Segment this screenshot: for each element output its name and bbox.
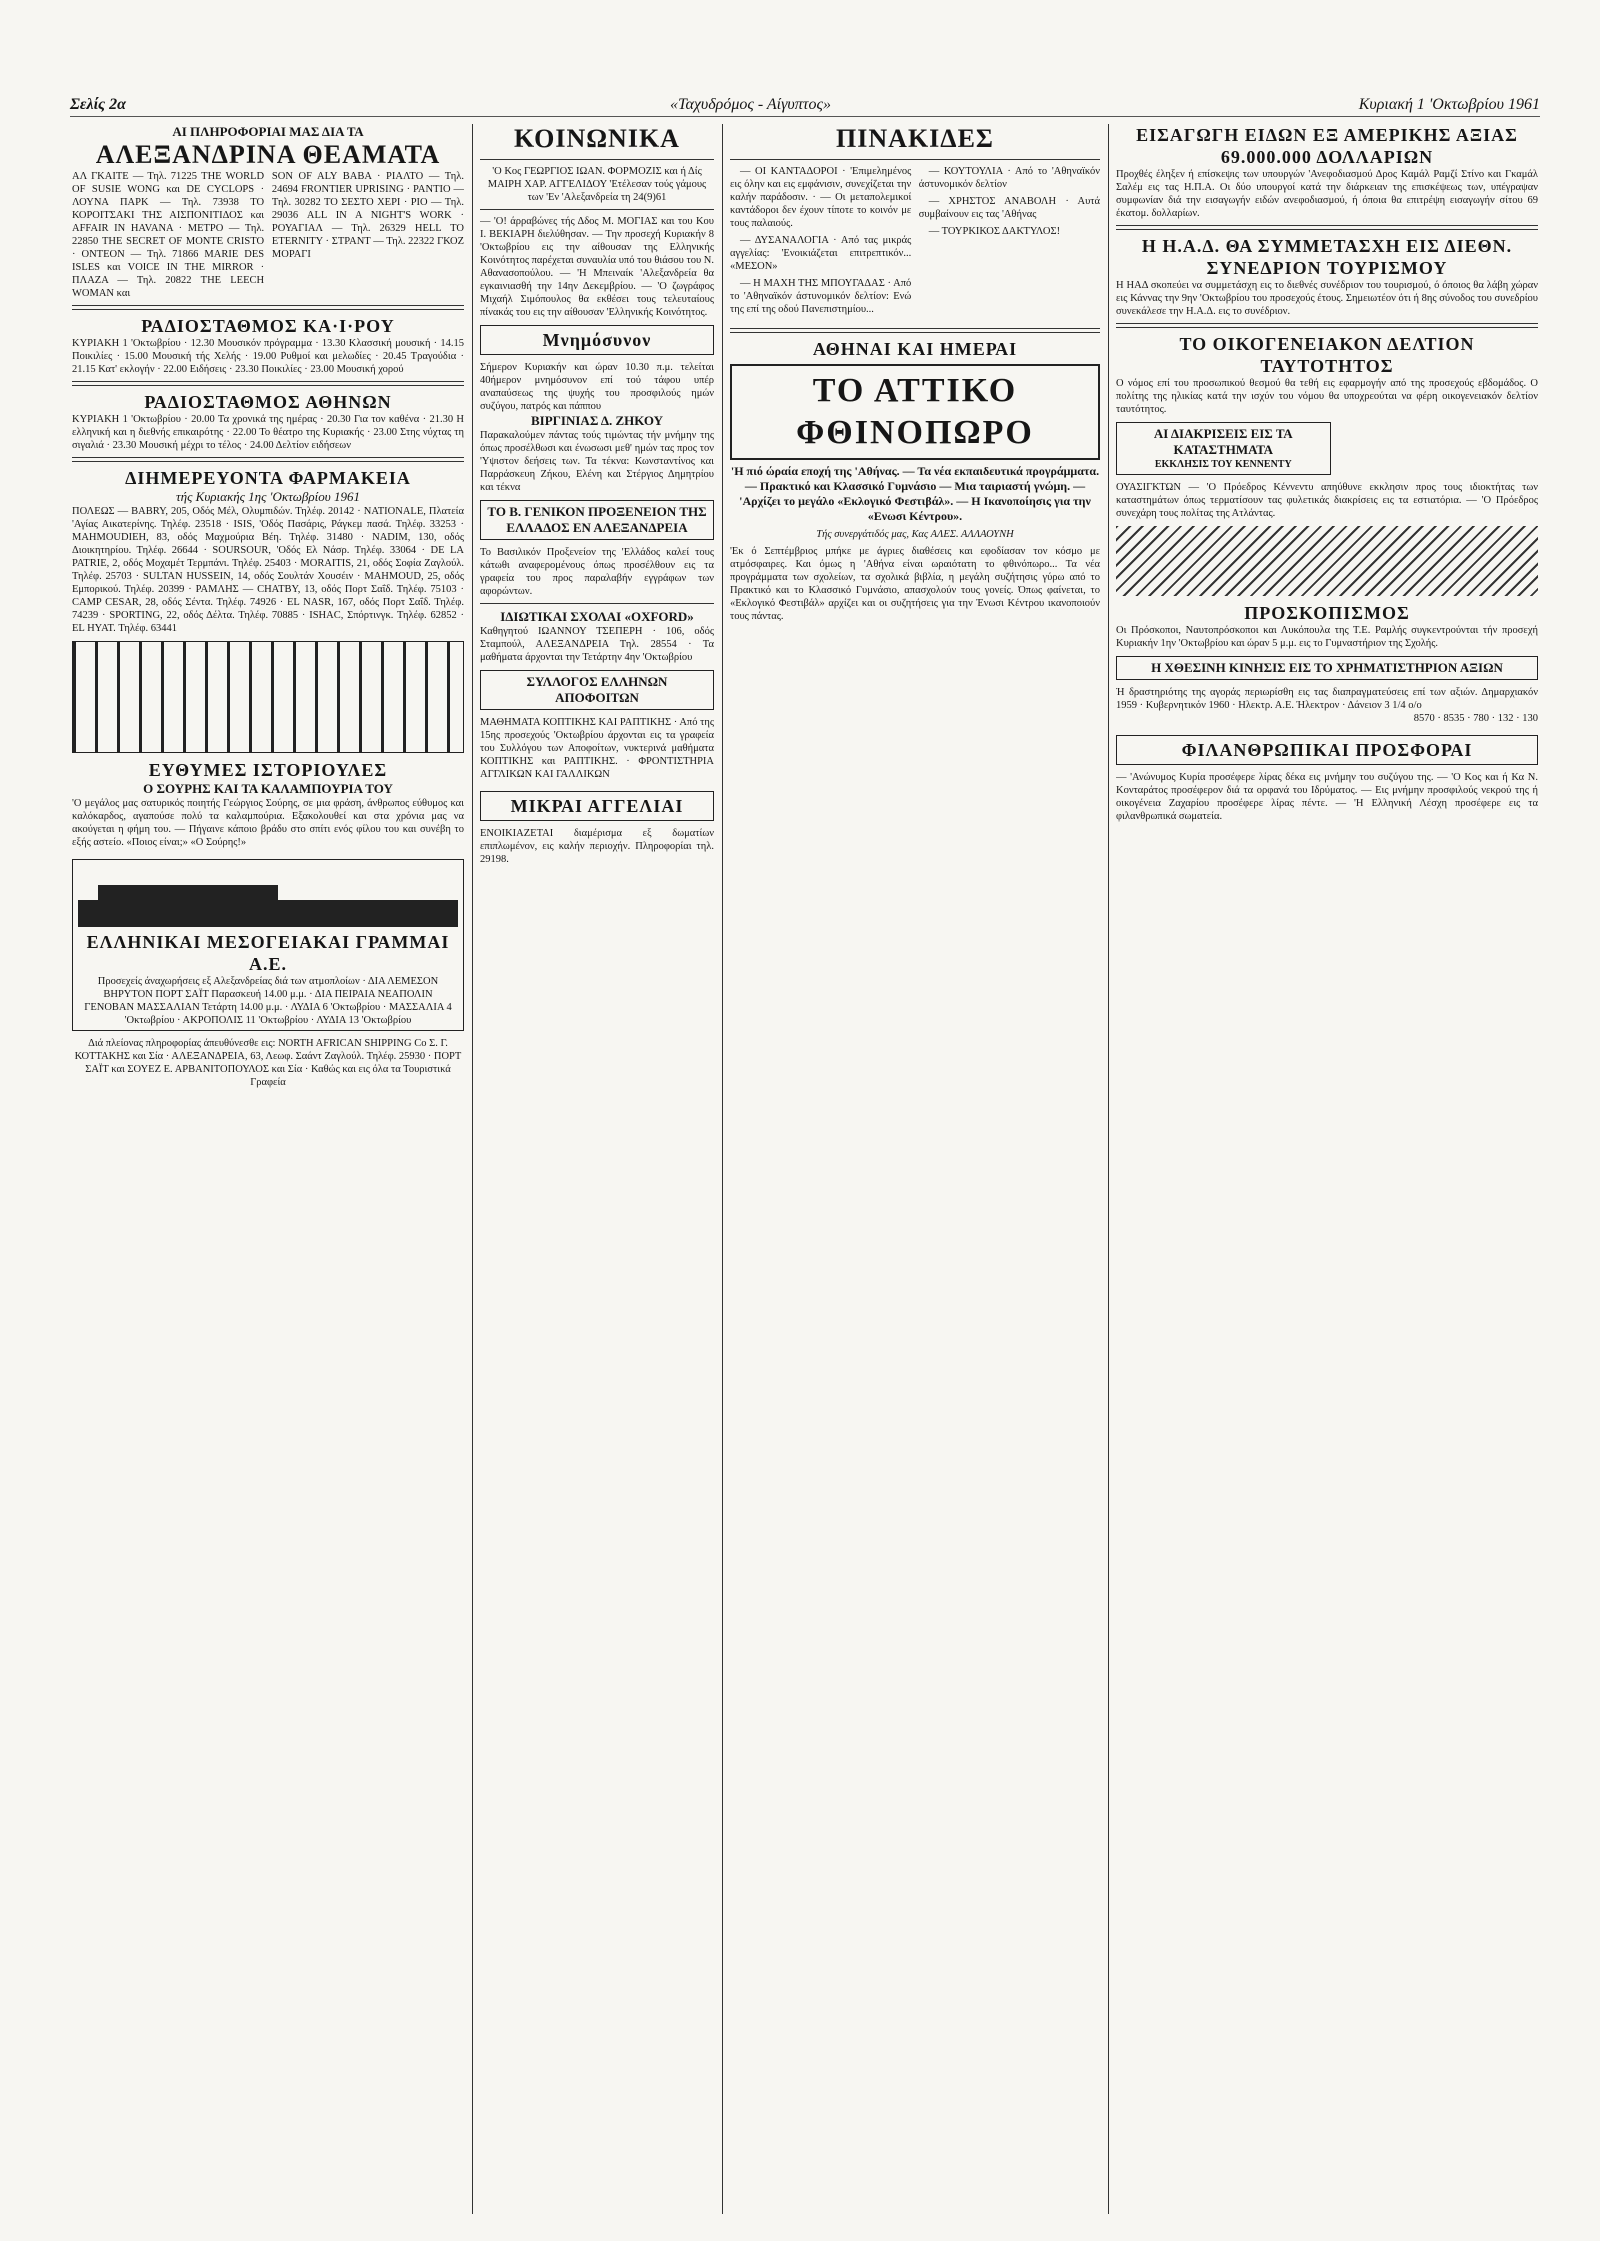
charity-title: ΦΙΛΑΝΘΡΩΠΙΚΑΙ ΠΡΟΣΦΟΡΑΙ — [1181, 740, 1473, 760]
radio-athens-schedule: ΚΥΡΙΑΚΗ 1 'Οκτωβρίου · 20.00 Τα χρονικά της ημέρας · 20.30 Για τον καθένα · 21.30 Η ελληνική και η διεθνής επικαιρότης · 22.00 Το θέατρο της Κυριακής · 23.00 Στης νύχτας τη σιγαλιά · 23.30 Μουσική μέχρι το τέλος · 24.00 Δελτίον ειδήσεων — [72, 414, 464, 451]
classifieds-text: ΕΝΟΙΚΙΑΖΕΤΑΙ διαμέρισμα εξ δωματίων επιπλωμένον, εις καλήν περιοχήν. Πληροφορίαι τηλ. 29198. — [480, 828, 714, 865]
feature-text: 'Εκ ό Σεπτέμβριος μπήκε με άγριες διαθέσεις και εφοδίασαν τον κόσμο με ατμόσφαιρες. Και όμως η 'Αθήνα είναι ωραιότατη το φθινόπωρο... Τα νέα προγράμματα των σχολείων, τα σχολικά βιβλία, η μεγάλη συζήτησις γύρω από το Πρακτικό και το Κλασσικό Γυμνάσιο, απασχολούν τους γονείς. Όπως φαίνεται, το «Εκλογικό Φεστιβάλ» αρχίζει και οι συζητήσεις για την Ένωσι Κέντρου ικανοποιούν τους πάντας. — [730, 546, 1100, 622]
paper-name: «Ταχυδρόμος - Αίγυπτος» — [670, 96, 832, 113]
memorial-title: Μνημόσυνον — [542, 330, 652, 350]
memorial-text: Σήμερον Κυριακήν και ώραν 10.30 π.μ. τελείται 40ήμερον μνημόσυνον επί τού τάφου υπέρ αναπαύσεως της ψυχής του προσφιλούς ημών συζύγου, πατρός και πάππου — [480, 362, 714, 412]
cartoon-heads-illustration — [72, 641, 464, 753]
feature-deck: 'Η πιό ώραία εποχή της 'Αθήνας. — Τα νέα εκπαιδευτικά προγράμματα. — Πρακτικό και Κλασσικό Γυμνάσιο — Μια ταιριαστή γνώμη. — 'Αρχίζει το μεγάλο «Εκλογικό Φεστιβάλ». — Η Ικανοποίησις για την «Ενωσι Κέντρου». — [730, 464, 1100, 523]
ship-illustration — [78, 867, 458, 927]
page-number: Σελίς 2α — [70, 96, 126, 113]
masthead — [70, 96, 1540, 117]
bourse-text: Ή δραστηριότης της αγοράς περιωρίσθη εις τας διαπραγματεύσεις επί των αξιών. Δημαρχιακόν 1959 · Κυβερνητικόν 1960 · Ηλεκτρ. Α.Ε. Ήλεκτρον · Δάνειον 3 1/4 ο/ο — [1116, 687, 1538, 711]
school-text: Καθηγητού ΙΩΑΝΝΟΥ ΤΣΕΠΕΡΗ · 106, οδός Σταμπούλ, ΑΛΕΞΑΝΔΡΕΙΑ Τηλ. 28554 · Τα μαθήματα άρχονται την Τετάρτην 4ην 'Οκτωβρίου — [480, 626, 714, 663]
discrimination-subtitle: ΕΚΚΛΗΣΙΣ ΤΟΥ ΚΕΝΝΕΝΤΥ — [1154, 459, 1292, 470]
id-card-text: Ο νόμος επί του προσωπικού θεσμού θα τεθή εις εφαρμογήν από της προσεχούς εβδομάδος. Ο πολίτης της ηλικίας κατά την ισχύν του νόμου θα υποχρεούται να φέρη οικογενειακόν δελτίον ταυτότητος. — [1116, 378, 1538, 415]
graduates-assoc-title: ΣΥΛΛΟΓΟΣ ΕΛΛΗΝΩΝ ΑΠΟΦΟΙΤΩΝ — [526, 674, 668, 705]
shipping-schedule: Προσεχείς άναχωρήσεις εξ Αλεξανδρείας διά των ατμοπλοίων · ΔΙΑ ΛΕΜΕΣΟΝ ΒΗΡΥΤΟΝ ΠΟΡΤ ΣΑΪΤ Παρασκευή 14.00 μ.μ. · ΔΙΑ ΠΕΙΡΑΙΑ ΝΕΑΠΟΛΙΝ ΓΕΝΟΒΑΝ ΜΑΣΣΑΛΙΑΝ Τετάρτη 14.00 μ.μ. · ΛΥΔΙΑ 6 'Οκτωβρίου · ΜΑΣΣΑΛΙΑ 4 'Οκτωβρίου · ΑΚΡΟΠΟΛΙΣ 11 'Οκτωβρίου · ΛΥΔΙΑ 13 'Οκτωβρίου — [84, 976, 452, 1026]
column-4 — [1116, 124, 1538, 2214]
column-rule — [1108, 124, 1109, 2214]
graduates-assoc-text: ΜΑΘΗΜΑΤΑ ΚΟΠΤΙΚΗΣ ΚΑΙ ΡΑΠΤΙΚΗΣ · Από της 15ης προσεχούς 'Οκτωβρίου άρχονται εις τα γραφεία του Συλλόγου των Αποφοίτων, νυκτερινά μαθήματα ΚΟΠΤΙΚΗΣ και ΡΑΠΤΙΚΗΣ. · ΦΡΟΝΤΙΣΤΗΡΙΑ ΑΓΓΛΙΚΩΝ ΚΑΙ ΓΑΛΛΙΚΩΝ — [480, 717, 714, 780]
feature-kicker: ΑΘΗΝΑΙ ΚΑΙ ΗΜΕΡΑΙ — [812, 339, 1018, 359]
tourism-text: Η ΗΑΔ σκοπεύει να συμμετάσχη εις το διεθνές συνέδριον του τουρισμού, ό όποιος θα λάβη χώραν εις Κάννας την 9ην 'Οκτωβρίου του προσεχούς έτους. Σημειωτέον ότι ή 8ης σύνοδος του συνεδρίου συνεκάλεσε την Η.Α.Δ. εις το συνέδριον. — [1116, 280, 1538, 317]
note-item: — ΧΡΗΣΤΟΣ ΑΝΑΒΟΛΗ · Αυτά συμβαίνουν εις τας 'Αθήνας — [918, 196, 1100, 220]
issue-date: Κυριακή 1 'Οκτωβρίου 1961 — [1358, 96, 1540, 113]
bourse-figures: 8570 · 8535 · 780 · 132 · 130 — [1413, 713, 1538, 724]
column-1 — [72, 124, 464, 2214]
feature-byline: Τής συνεργάτιδός μας, Κας ΑΛΕΣ. ΑΛΛΑΟΥΝΗ — [816, 529, 1014, 540]
imports-title: ΕΙΣΑΓΩΓΗ ΕΙΔΩΝ ΕΞ ΑΜΕΡΙΚΗΣ ΑΞΙΑΣ 69.000.000 ΔΟΛΛΑΡΙΩΝ — [1136, 125, 1518, 167]
scouting-illustration — [1116, 526, 1538, 596]
bourse-title: Η ΧΘΕΣΙΝΗ ΚΙΝΗΣΙΣ ΕΙΣ ΤΟ ΧΡΗΜΑΤΙΣΤΗΡΙΟΝ ΑΞΙΩΝ — [1151, 660, 1503, 675]
note-item: — ΤΟΥΡΚΙΚΟΣ ΔΑΚΤΥΛΟΣ! — [928, 226, 1061, 237]
discrimination-title: ΑΙ ΔΙΑΚΡΙΣΕΙΣ ΕΙΣ ΤΑ ΚΑΤΑΣΤΗΜΑΤΑ — [1153, 426, 1293, 457]
radio-cairo-schedule: ΚΥΡΙΑΚΗ 1 'Οκτωβρίου · 12.30 Μουσικόν πρόγραμμα · 13.30 Κλασσική μουσική · 14.15 Ποικιλίες · 15.00 Μουσική τής Χελής · 19.00 Ρυθμοί και μελωδίες · 20.45 Τραγούδια · 21.15 Κατ' εκλογήν · 22.00 Ειδήσεις · 23.30 Ποικιλίες · 23.00 Μουσική χορού — [72, 338, 464, 375]
column-3 — [730, 124, 1100, 2214]
wedding-notice: 'Ο Κος ΓΕΩΡΓΙΟΣ ΙΩΑΝ. ΦΟΡΜΟΖΙΣ και ή Δίς ΜΑΙΡΗ ΧΑΡ. ΑΓΓΕΛΙΔΟΥ 'Ετέλεσαν τούς γάμους των 'Εν 'Αλεξανδρεία τη 24(9)61 — [487, 166, 707, 203]
column-rule — [722, 124, 723, 2214]
imports-text: Προχθές έληξεν ή επίσκεψις των υπουργών 'Ανεφοδιασμού Δρος Καμάλ Ραμζί Στίνο και Γκαμάλ Σαλέμ εις τας Η.Π.Α. Οι δύο υπουργοί κατά την διάρκειαν της επισκέψεως των, υπέγραψαν συμφωνίαν διά την εισαγωγήν ειδών ανεφοδιασμού, ή όποια θα επιτρέψη εισαγωγήν σίτου 69 έκατομ. δολλαρίων. — [1116, 169, 1538, 219]
cinema-listings — [72, 170, 464, 300]
cinema-list-left: ΑΛ ΓΚΑΙΤΕ — Τηλ. 71225 THE WORLD OF SUSIE WONG και DE CYCLOPS · ΛΟΥΝΑ ΠΑΡΚ — Τηλ. 73938 ΤΟ ΚΟΡΟΙΤΣΑΚΙ ΤΗΣ ΑΙΣΠΟΝΙΤΙΔΟΣ και AFFAIR IN HAVANA · ΜΕΤΡΟ — Τηλ. 22850 THE SECRET OF MONTE CRISTO · ΟΝΤΕΟΝ — Τηλ. 71866 MARIE DES ISLES και VOICE IN THE MIRROR · ΠΛΑΖΑ — Τηλ. 20822 THE LEECH WOMAN και — [72, 171, 265, 299]
consulate-title: ΤΟ Β. ΓΕΝΙΚΟΝ ΠΡΟΞΕΝΕΙΟΝ ΤΗΣ ΕΛΛΑΔΟΣ ΕΝ ΑΛΕΞΑΝΔΡΕΙΑ — [487, 504, 707, 535]
consulate-text: Το Βασιλικόν Προξενείον της 'Ελλάδος καλεί τους κάτωθι αναφερομένους όπως προσέλθουν εις τα γραφεία του προς παραλαβήν εγγράφων των αφορώντων. — [480, 547, 714, 597]
column-2 — [480, 124, 714, 2214]
notes-title: ΠΙΝΑΚΙΔΕΣ — [836, 124, 994, 153]
note-item: — ΟΙ ΚΑΝΤΑΔΟΡΟΙ · 'Επιμελημένος εις όλην και εις εμφάνισιν, συνεχίζεται την καλήν παράδοσιν. · — Οι μεταπολεμικοί καντάδοροι δεν έχουν τίποτε το κοινόν με τους παλαιούς. — [730, 166, 912, 229]
discrimination-text: ΟΥΑΣΙΓΚΤΩΝ — 'Ο Πρόεδρος Κέννεντυ απηύθυνε εκκλησιν προς τους ιδιοκτήτας των καταστημάτων όπως τερματίσουν τας φυλετικάς διακρίσεις εις τα εστιατόρια. — 'Ο Πρόεδρος συνεχάρη τους πολίτας της Ατλάντας. — [1116, 482, 1538, 519]
memorial-text-2: Παρακαλούμεν πάντας τούς τιμώντας τήν μνήμην της όπως προσέλθωσι και ένωσωσι μεθ' ημών τας προς τον 'Υψιστον δεήσεις των. Τα τέκνα: Κωνσταντίνος και Παρράσκευη Ζήκου, Ελένη και Στέργιος Δημητρίου και τέκνα — [480, 430, 714, 493]
classifieds-title: ΜΙΚΡΑΙ ΑΓΓΕΛΙΑΙ — [510, 796, 684, 816]
school-title: ΙΔΙΩΤΙΚΑΙ ΣΧΟΛΑΙ «OXFORD» — [500, 609, 694, 624]
memorial-name: ΒΙΡΓΙΝΙΑΣ Δ. ΖΗΚΟΥ — [530, 413, 664, 428]
note-item: — ΚΟΥΤΟΥΛΙΑ · Από το 'Αθηναϊκόν άστυνομικόν δελτίον — [918, 166, 1100, 190]
shipping-ad-title: ΕΛΛΗΝΙΚΑΙ ΜΕΣΟΓΕΙΑΚΑΙ ΓΡΑΜΜΑΙ Α.Ε. — [86, 932, 450, 974]
radio-cairo-title: ΡΑΔΙΟΣΤΑΘΜΟΣ ΚΑ·Ι·ΡΟΥ — [141, 316, 395, 336]
pharmacies-list: ΠΟΛΕΩΣ — BABRY, 205, Οδός Μέλ, Ολυμπιδών. Τηλέφ. 20142 · NATIONALE, Πλατεία 'Αγίας Αικατερίνης. Τηλέφ. 23518 · ISIS, 'Οδός Πασάρις, Ράγκεμ πασά. Τηλέφ. 33253 · MAHMOUDIEH, 83, οδός Μαχμούρια Βέη. Τηλέφ. 31480 · NADIM, 130, οδός Διοικητηρίου. Τηλέφ. 26644 · SOURSOUR, 'Οδός Ελ Νάσρ. Τηλέφ. 33064 · DE LA PATRIE, 2, οδός Μοχαμέτ Τερμπάνι. Τηλέφ. 25403 · MORAITIS, 21, οδός Σοφία Ζαγλούλ. Τηλέφ. 25703 · SULTAN HUSSEIN, 14, οδός Σουλτάν Χουσέιν · MAHMOUD, 25, οδός Εμπορικού. Τηλέφ. 20399 · ΡΑΜΛΗΣ — CHATBY, 13, οδός Πορτ Σαΐδ. Τηλέφ. 75103 · CAMP CESAR, 28, οδός Σέντα. Τηλέφ. 74926 · EL NASR, 167, οδός Πορτ Σαΐδ. Τηλέφ. 74239 · SPORTING, 22, οδός Δέλτα. Τηλέφ. 70885 · ISHAC, Σπόρτινγκ. Τηλέφ. 62852 · EL HYAT. Τηλέφ. 63441 — [72, 506, 464, 634]
feature-title: ΤΟ ΑΤΤΙΚΟ ΦΘΙΝΟΠΩΡΟ — [730, 364, 1100, 460]
pharmacies-title: ΔΙΗΜΕΡΕΥΟΝΤΑ ΦΑΡΜΑΚΕΙΑ — [125, 468, 411, 488]
funny-stories-title: ΕΥΘΥΜΕΣ ΙΣΤΟΡΙΟΥΛΕΣ — [148, 760, 388, 780]
funny-stories-text: 'Ο μεγάλος μας σατυρικός ποιητής Γεώργιος Σούρης, σε μια φράση, άνθρωπος εύθυμος και καλόκαρδος, αγαπούσε πολύ τα καλαμπούρια. Εξακολουθεί και στα χρόνια μας να ακούγεται η φήμη του. — Πήγαινε κάποιο βράδυ στο σπίτι ενός φίλου του και συνέβη το εξής αστείο. «Ποιος είναι;» «Ο Σούρης!» — [72, 798, 464, 848]
charity-text: — 'Ανώνυμος Κυρία προσέφερε λίρας δέκα εις μνήμην του συζύγου της. — 'Ο Κος και ή Κα Ν. Κονταράτος προσέφερον διά τα ορφανά του Ιδρύματος. — Εις μνήμην προσφιλούς νεκρού της ή οικογένεια Ζαχαρίου προσέφερε λίρας πέντε. — 'Η Ελληνική Λέσχη προσέφερε εις τα φιλανθρωπικά σωματεία. — [1116, 772, 1538, 822]
theatres-kicker: ΑΙ ΠΛΗΡΟΦΟΡΙΑΙ ΜΑΣ ΔΙΑ ΤΑ — [172, 124, 364, 139]
shipping-ad — [72, 859, 464, 1031]
scouting-title: ΠΡΟΣΚΟΠΙΣΜΟΣ — [1244, 603, 1410, 623]
id-card-title: ΤΟ ΟΙΚΟΓΕΝΕΙΑΚΟΝ ΔΕΛΤΙΟΝ ΤΑΥΤΟΤΗΤΟΣ — [1179, 334, 1475, 376]
note-item: — Η ΜΑΧΗ ΤΗΣ ΜΠΟΥΓΑΔΑΣ · Από το 'Αθηναϊκόν άστυνομικόν δελτίον: Ενώ της επί της οδού Πανεπιστημίου... — [730, 278, 912, 315]
pharmacies-subtitle: τής Κυριακής 1ης 'Οκτωβρίου 1961 — [176, 489, 360, 504]
social-title: ΚΟΙΝΩΝΙΚΑ — [514, 124, 680, 153]
social-news: — 'Ο! άρραβώνες τής Δδος Μ. ΜΟΓΙΑΣ και του Κου Ι. ΒΕΚΙΑΡΗ διελύθησαν. — Την προσεχή Κυριακήν 8 'Οκτωβρίου εις την αίθουσαν της Ελληνικής Κοινότητος παρέχεται συναυλία υπό του θιάσου του Ν. Αθανασοπούλου. — 'Η Μπειναίκ 'Αλεξανδρεία θα εγκαινιασθή την 14ην Δεκεμβρίου. — 'Ο ζωγράφος Μιχαήλ Σιμόπουλος θα εκθέσει τους τελευταίους πίνακάς του εις την αίθουσαν 'Ελληνικής Κοινότητος. — [480, 216, 714, 318]
radio-athens-title: ΡΑΔΙΟΣΤΑΘΜΟΣ ΑΘΗΝΩΝ — [144, 392, 392, 412]
notes-body — [730, 165, 1100, 320]
shipping-agents: Διά πλείονας πληροφορίας άπευθύνεσθε εις: NORTH AFRICAN SHIPPING Co Σ. Γ. ΚΟΤΤΑΚΗΣ και Σία · ΑΛΕΞΑΝΔΡΕΙΑ, 63, Λεωφ. Σαάντ Ζαγλούλ. Τηλέφ. 25930 · ΠΟΡΤ ΣΑΪΤ και ΣΟΥΕΖ Ε. ΑΡΒΑΝΙΤΟΠΟΥΛΟΣ και Σία · Καθώς και εις όλα τα Τουριστικά Γραφεία — [74, 1038, 462, 1088]
cinema-list-right: SON OF ALY BABA · ΡΙΑΛΤΟ — Τηλ. 24694 FRONTIER UPRISING · ΡΑΝΤΙΟ — Τηλ. 30282 ΤΟ ΣΕΣΤΟ ΧΕΡΙ · ΡΙΟ — Τηλ. 29036 ALL IN A NIGHT'S WORK · ΡΟΥΑΓΙΑΛ — Τηλ. 26329 HELL TO ETERNITY · ΣΤΡΑΝΤ — Τηλ. 22322 ΓΚΟΖ ΜΟΡΑΓΙ — [271, 171, 464, 260]
column-rule — [472, 124, 473, 2214]
theatres-title: ΑΛΕΞΑΝΔΡΙΝΑ ΘΕΑΜΑΤΑ — [95, 140, 441, 169]
tourism-title: Η Η.Α.Δ. ΘΑ ΣΥΜΜΕΤΑΣΧΗ ΕΙΣ ΔΙΕΘΝ. ΣΥΝΕΔΡΙΟΝ ΤΟΥΡΙΣΜΟΥ — [1141, 236, 1513, 278]
funny-stories-subtitle: Ο ΣΟΥΡΗΣ ΚΑΙ ΤΑ ΚΑΛΑΜΠΟΥΡΙΑ ΤΟΥ — [143, 781, 393, 796]
note-item: — ΔΥΣΑΝΑΛΟΓΙΑ · Από τας μικράς αγγελίας: 'Ενοικιάζεται επιτρεπτικόν... «ΜΕΣΟΝ» — [730, 235, 912, 272]
scouting-text: Οι Πρόσκοποι, Ναυτοπρόσκοποι και Λυκόπουλα της Τ.Ε. Ραμλής συγκεντρούνται τήν προσεχή Κυριακήν 1ην 'Οκτωβρίου και ώραν 5 μ.μ. εις το Γυμναστήριον της Σχολής. — [1116, 625, 1538, 649]
